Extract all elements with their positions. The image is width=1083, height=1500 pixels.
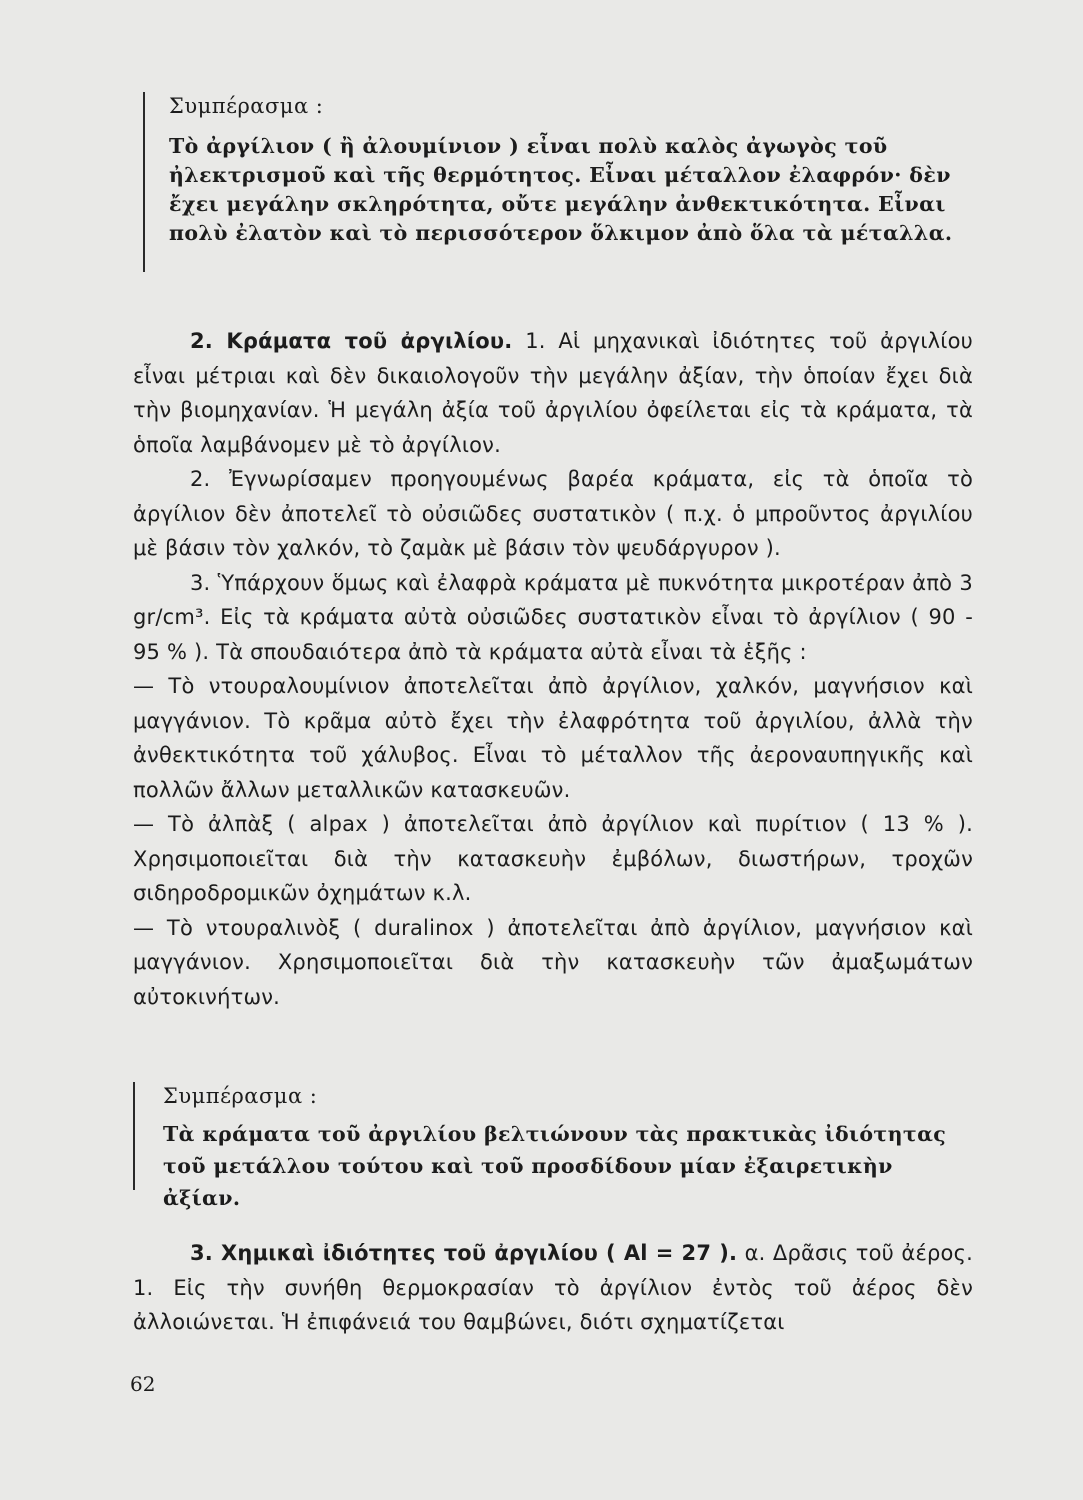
page-number: 62	[130, 1372, 156, 1396]
alloys-paragraph-1: 1. Αἱ μηχανικαὶ ἰδιότητες τοῦ ἀργιλίου εἶναι μέτριαι καὶ δὲν δικαιολογοῦν τὴν μεγάλην ἀξίαν, τὴν ὁποίαν ἔχει διὰ τὴν βιομηχανίαν. Ἡ μεγάλη ἀξία τοῦ ἀργιλίου ὀφείλεται εἰς τὰ κράματα, τὰ ὁποῖα λαμβάνομεν μὲ τὸ ἀργίλιον.	[133, 329, 974, 457]
alloys-paragraph-2: 2. Ἐγνωρίσαμεν προηγουμένως βαρέα κράματα, εἰς τὰ ὁποῖα τὸ ἀργίλιον δὲν ἀποτελεῖ τὸ οὐσιῶδες συστατικὸν ( π.χ. ὁ μπροῦντος ἀργιλίου μὲ βάσιν τὸν χαλκόν, τὸ ζαμὰκ μὲ βάσιν τὸν ψευδάργυρον ).	[133, 467, 973, 560]
alloy-item-duralumin: — Τὸ ντουραλουμίνιον ἀποτελεῖται ἀπὸ ἀργίλιον, χαλκόν, μαγνήσιον καὶ μαγγάνιον. Τὸ κρᾶμα αὐτὸ ἔχει τὴν ἐλαφρότητα τοῦ ἀργιλίου, ἀλλὰ τὴν ἀνθεκτικότητα τοῦ χάλυβος. Εἶναι τὸ μέταλλον τῆς ἀεροναυπηγικῆς καὶ πολλῶν ἄλλων μεταλλικῶν κατασκευῶν.	[133, 674, 973, 802]
conclusion-title: Συμπέρασμα :	[169, 94, 324, 118]
alloys-paragraph-3: 3. Ὑπάρχουν ὅμως καὶ ἐλαφρὰ κράματα μὲ πυκνότητα μικροτέραν ἀπὸ 3 gr/cm³. Εἰς τὰ κράματα αὐτὰ οὐσιῶδες συστατικὸν εἶναι τὸ ἀργίλιον ( 90 - 95 % ). Τὰ σπουδαιότερα ἀπὸ τὰ κράματα αὐτὰ εἶναι τὰ ἑξῆς :	[133, 570, 973, 664]
conclusion-title: Συμπέρασμα :	[163, 1084, 318, 1108]
conclusion-box-1	[143, 92, 1019, 272]
conclusion-text: Τὸ ἀργίλιον ( ἢ ἀλουμίνιον ) εἶναι πολὺ καλὸς ἀγωγὸς τοῦ ἠλεκτρισμοῦ καὶ τῆς θερμότητος. Εἶναι μέταλλον ἐλαφρόν· δὲν ἔχει μεγάλην σκληρότητα, οὔτε μεγάλην ἀνθεκτικότητα. Εἶναι πολὺ ἐλατὸν καὶ τὸ περισσότερον ὅλκιμον ἀπὸ ὅλα τὰ μέταλλα.	[169, 134, 953, 245]
section-chemical-properties	[133, 1236, 973, 1340]
alloys-intro-paragraph	[133, 324, 973, 462]
alloy-item-alpax: — Τὸ ἀλπὰξ ( alpax ) ἀποτελεῖται ἀπὸ ἀργίλιον καὶ πυρίτιον ( 13 % ). Χρησιμοποιεῖται διὰ τὴν κατασκευὴν ἐμβόλων, διωστήρων, τροχῶν σιδηροδρομικῶν ὀχημάτων κ.λ.	[133, 812, 973, 905]
section-alloys	[133, 324, 973, 1014]
chemical-paragraph-1	[133, 1236, 973, 1340]
conclusion-text: Τὰ κράματα τοῦ ἀργιλίου βελτιώνουν τὰς πρακτικὰς ἰδιότητας τοῦ μετάλλου τούτου καὶ τοῦ προσδίδουν μίαν ἐξαιρετικὴν ἀξίαν.	[163, 1122, 947, 1210]
chemical-paragraph-text: α. Δρᾶσις τοῦ ἀέρος. 1. Εἰς τὴν συνήθη θερμοκρασίαν τὸ ἀργίλιον ἐντὸς τοῦ ἀέρος δὲν ἀλλοιώνεται. Ἡ ἐπιφάνειά του θαμβώνει, διότι σχηματίζεται	[133, 1241, 973, 1334]
section-heading-alloys: 2. Κράματα τοῦ ἀργιλίου.	[190, 329, 513, 353]
alloy-item-duralinox: — Τὸ ντουραλινὸξ ( duralinox ) ἀποτελεῖται ἀπὸ ἀργίλιον, μαγνήσιον καὶ μαγγάνιον. Χρησιμοποιεῖται διὰ τὴν κατασκευὴν τῶν ἀμαξωμάτων αὐτοκινήτων.	[133, 915, 973, 1009]
conclusion-box-2	[133, 1082, 1013, 1210]
section-heading-chemical: 3. Χημικαὶ ἰδιότητες τοῦ ἀργιλίου ( Al = 27 ).	[190, 1241, 738, 1265]
